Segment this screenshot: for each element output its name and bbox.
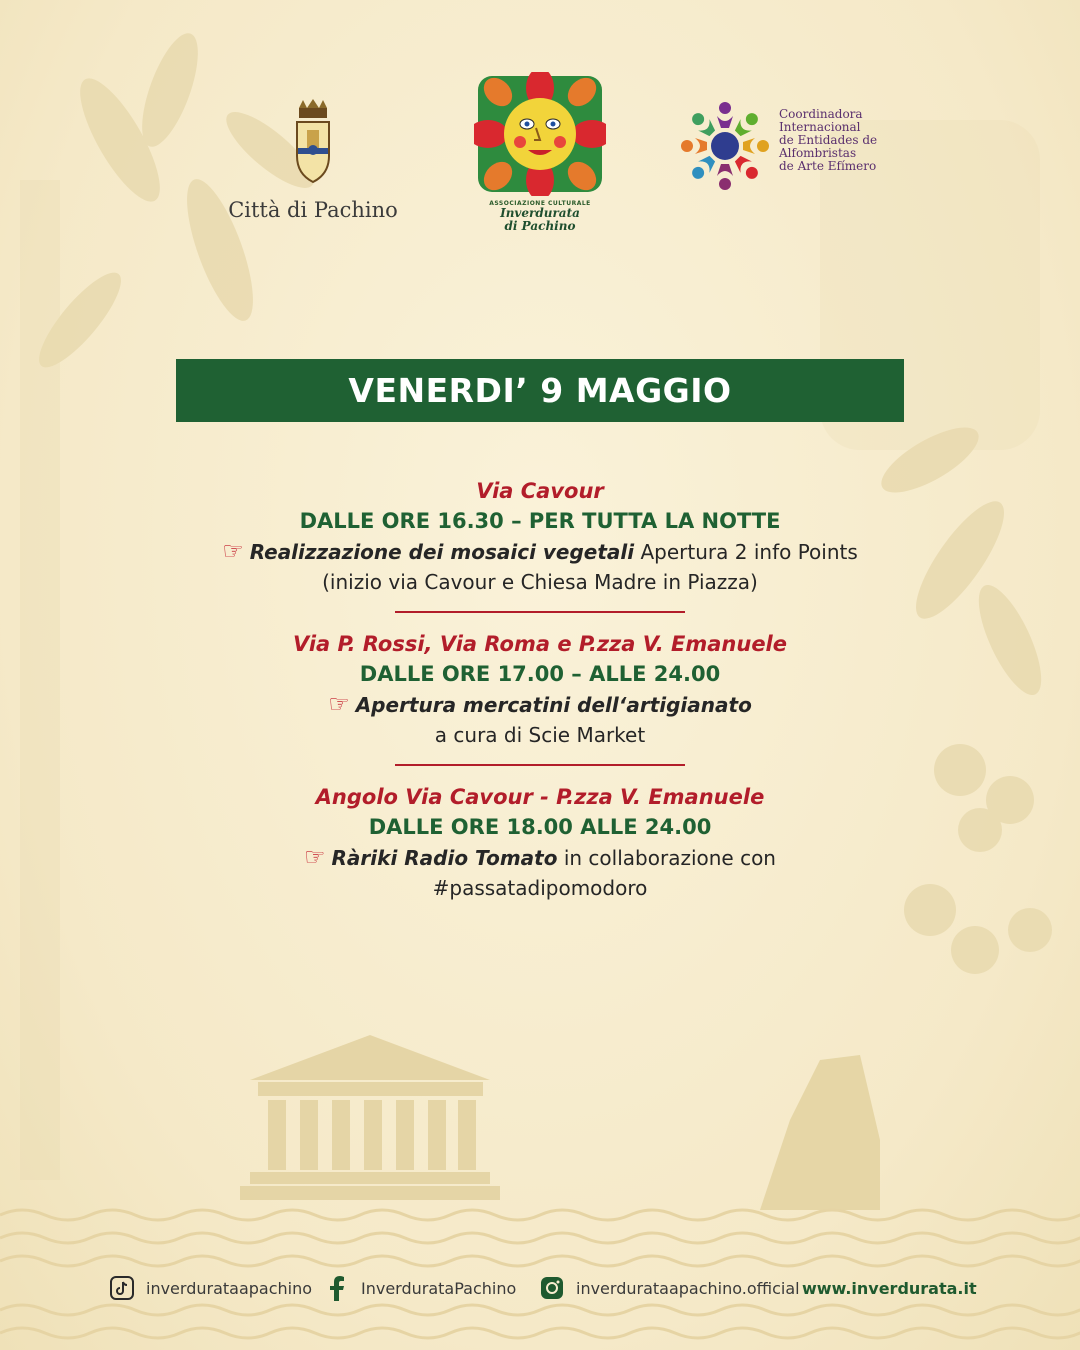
instagram-icon <box>540 1276 564 1300</box>
people-circle-icon <box>675 96 775 196</box>
event-desc-rest: in collaborazione con <box>557 846 776 870</box>
website-link[interactable] <box>802 1279 977 1298</box>
facebook-link[interactable] <box>325 1276 540 1300</box>
temple-illustration <box>240 1035 500 1200</box>
pointing-hand-icon: ☞ <box>222 537 244 565</box>
divider <box>395 611 685 613</box>
coord-line: de Arte Efímero <box>779 159 877 173</box>
website-url: www.inverdurata.it <box>802 1278 977 1298</box>
facebook-icon <box>325 1276 349 1300</box>
coord-line: Internacional <box>779 120 861 134</box>
tiktok-icon <box>110 1276 134 1300</box>
event-highlight: Ràriki Radio Tomato <box>331 846 558 870</box>
event-desc-line2: (inizio via Cavour e Chiesa Madre in Piazza) <box>322 570 758 594</box>
assoc-name-line2: di Pachino <box>504 219 576 233</box>
sun-mosaic-icon <box>474 72 606 196</box>
tower-illustration <box>760 1055 880 1210</box>
tiktok-handle: inverdurataapachino <box>146 1278 313 1298</box>
event-list <box>140 476 940 903</box>
tiktok-link[interactable] <box>110 1276 325 1300</box>
assoc-name-line1: Inverdurata <box>500 206 580 220</box>
event-place: Via P. Rossi, Via Roma e P.zza V. Emanuele <box>292 632 788 656</box>
coordinadora-text <box>779 108 877 173</box>
event-time: DALLE ORE 18.00 ALLE 24.00 <box>368 815 712 839</box>
divider <box>395 764 685 766</box>
assoc-small-label: ASSOCIAZIONE CULTURALE <box>489 200 591 207</box>
instagram-handle: inverdurataapachino.official <box>576 1278 800 1298</box>
event-desc-line2: a cura di Scie Market <box>434 723 646 747</box>
date-title: VENERDI’ 9 MAGGIO <box>348 371 732 410</box>
pointing-hand-icon: ☞ <box>304 843 326 871</box>
coord-line: Alfombristas <box>779 146 857 160</box>
event-highlight: Realizzazione dei mosaici vegetali <box>249 540 635 564</box>
event-item <box>140 476 940 597</box>
event-time: DALLE ORE 16.30 – PER TUTTA LA NOTTE <box>299 509 781 533</box>
event-item <box>140 782 940 903</box>
event-place: Angolo Via Cavour - P.zza V. Emanuele <box>315 785 765 809</box>
logo-row <box>0 70 1080 250</box>
citta-di-pachino-logo <box>228 98 398 222</box>
coord-line: de Entidades de <box>779 133 878 147</box>
event-place: Via Cavour <box>476 479 604 503</box>
social-footer <box>110 1272 980 1304</box>
event-description <box>140 689 940 720</box>
event-description <box>140 536 940 567</box>
event-desc-line2: #passatadipomodoro <box>432 876 648 900</box>
date-banner <box>176 359 904 422</box>
event-time: DALLE ORE 17.00 – ALLE 24.00 <box>359 662 721 686</box>
inverdurata-logo <box>470 72 610 233</box>
facebook-handle: InverdurataPachino <box>361 1278 517 1298</box>
instagram-link[interactable] <box>540 1276 802 1300</box>
event-desc-rest: Apertura 2 info Points <box>634 540 858 564</box>
event-highlight: Apertura mercatini dell‘artigianato <box>355 693 752 717</box>
event-description <box>140 842 940 873</box>
coordinadora-logo <box>675 96 895 200</box>
coord-line: Coordinadora <box>779 107 863 121</box>
city-label: Città di Pachino <box>228 198 398 222</box>
event-item <box>140 629 940 750</box>
coat-of-arms-icon <box>293 98 333 188</box>
pointing-hand-icon: ☞ <box>328 690 350 718</box>
